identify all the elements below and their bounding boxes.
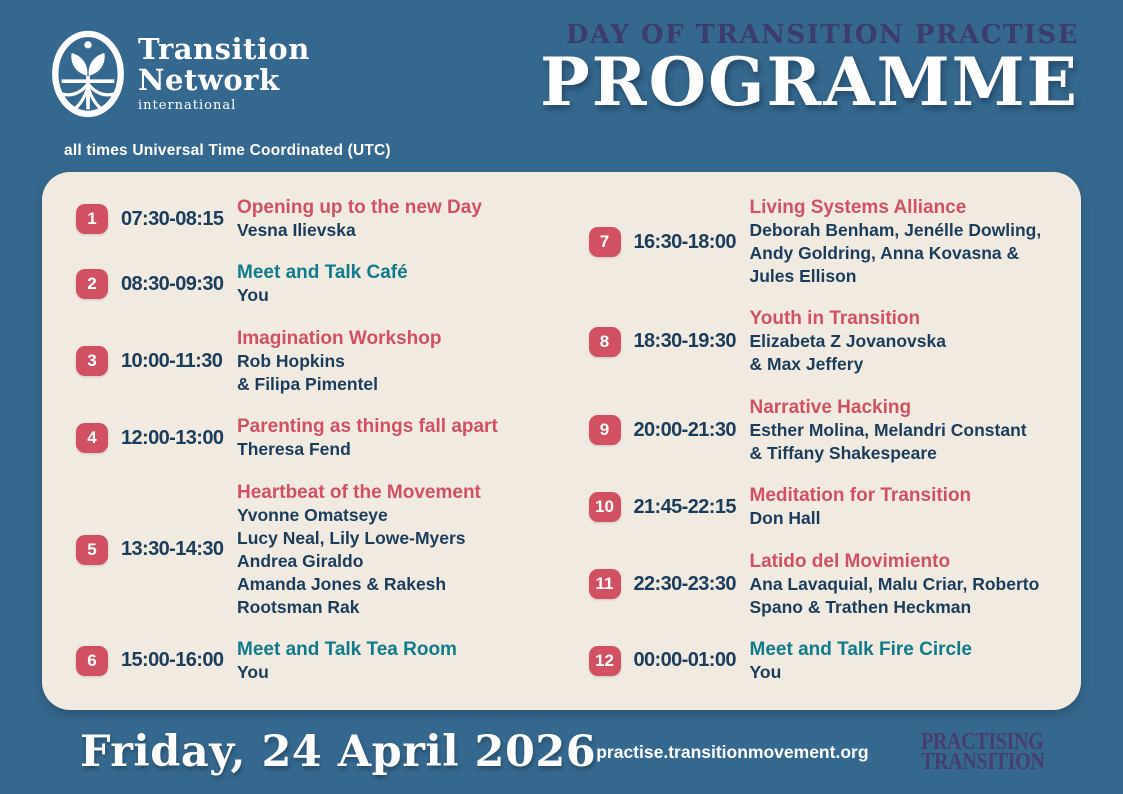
item-speaker-line: Spano & Trathen Heckman	[749, 596, 972, 617]
item-time: 18:30-19:30	[633, 330, 736, 353]
item-text-block	[744, 196, 1058, 288]
item-number-badge: 2	[76, 269, 108, 299]
item-speaker-line: Rootsman Rak	[237, 596, 360, 617]
item-time: 10:00-11:30	[121, 349, 223, 372]
logo-text-line3: international	[138, 98, 237, 113]
item-number-badge: 11	[589, 569, 621, 599]
item-speaker-line: Andrea Giraldo	[237, 550, 364, 571]
schedule-item	[589, 638, 1058, 684]
item-speaker-line: Ana Lavaquial, Malu Criar, Roberto	[749, 573, 1040, 594]
item-number-badge: 10	[589, 492, 621, 522]
header	[0, 0, 1123, 172]
item-speaker-line: & Max Jeffery	[749, 354, 864, 375]
wordmark-line2: TRANSITION	[920, 749, 1045, 775]
item-text-block	[231, 261, 545, 307]
item-speaker-line: You	[237, 661, 269, 682]
item-time: 07:30-08:15	[121, 207, 224, 230]
item-title: Opening up to the new Day	[237, 197, 482, 218]
item-title: Imagination Workshop	[237, 327, 442, 349]
item-time: 13:30-14:30	[121, 538, 224, 561]
item-time: 00:00-01:00	[633, 649, 736, 672]
schedule-item	[76, 327, 545, 396]
item-title: Meditation for Transition	[749, 485, 972, 507]
item-speaker-line: Esther Molina, Melandri Constant	[749, 419, 1027, 440]
item-text-block	[231, 327, 545, 396]
item-speaker-line: Vesna Ilievska	[237, 220, 356, 240]
transition-network-logo	[48, 26, 310, 120]
schedule-item	[76, 415, 545, 461]
item-title: Living Systems Alliance	[749, 197, 967, 218]
item-text-block	[744, 550, 1058, 619]
timezone-note: all times Universal Time Coordinated (UTC)	[64, 142, 391, 159]
item-title: Youth in Transition	[749, 308, 921, 330]
schedule-column-left	[76, 196, 545, 684]
item-text-block	[231, 638, 545, 684]
item-time: 20:00-21:30	[633, 418, 736, 441]
programme-panel	[42, 172, 1081, 710]
item-speaker-line: Amanda Jones & Rakesh	[237, 573, 447, 594]
item-title: Meet and Talk Café	[237, 262, 408, 284]
item-time: 08:30-09:30	[121, 272, 224, 295]
website-url[interactable]: practise.transitionmovement.org	[596, 741, 869, 762]
item-time: 21:45-22:15	[633, 495, 736, 518]
item-title: Latido del Movimiento	[749, 550, 951, 572]
item-text-block	[744, 484, 1058, 530]
item-speaker-line: You	[749, 661, 782, 682]
transition-network-plant-roots-icon	[48, 26, 128, 120]
item-speaker-line: Yvonne Omatseye	[237, 504, 388, 525]
item-number-badge: 5	[76, 535, 108, 565]
item-number-badge: 8	[589, 327, 621, 357]
footer	[0, 710, 1123, 794]
item-speaker-line: You	[237, 285, 269, 306]
schedule-item	[589, 196, 1058, 288]
wordmark-line1: PRACTISING	[920, 729, 1043, 755]
item-text-block	[744, 396, 1058, 465]
item-speaker-line: Andy Goldring, Anna Kovasna &	[749, 243, 1020, 263]
schedule-item	[589, 396, 1058, 465]
item-number-badge: 12	[589, 646, 621, 676]
item-time: 15:00-16:00	[121, 649, 224, 672]
item-speaker-line: Deborah Benham, Jenélle Dowling,	[749, 220, 1042, 240]
practising-transition-wordmark	[920, 729, 1045, 775]
event-kicker: DAY OF TRANSITION PRACTISE	[565, 20, 1079, 50]
item-speaker-line: Lucy Neal, Lily Lowe-Myers	[237, 527, 466, 548]
schedule-item	[589, 307, 1058, 376]
item-title: Meet and Talk Tea Room	[237, 638, 457, 660]
schedule-item	[589, 484, 1058, 530]
item-title: Narrative Hacking	[749, 396, 912, 418]
schedule-item	[76, 261, 545, 307]
logo-text-line2: Network	[138, 63, 280, 97]
item-title: Heartbeat of the Movement	[237, 481, 481, 503]
item-speaker-line: & Filipa Pimentel	[237, 373, 378, 394]
item-speaker-line: Rob Hopkins	[237, 350, 345, 371]
page-title: PROGRAMME	[540, 43, 1079, 121]
schedule-item	[76, 196, 545, 242]
item-speaker-line: & Tiffany Shakespeare	[749, 442, 937, 463]
item-speaker-line: Elizabeta Z Jovanovska	[749, 331, 946, 352]
item-number-badge: 3	[76, 346, 108, 376]
item-speaker-line: Don Hall	[749, 508, 821, 529]
item-number-badge: 9	[589, 415, 621, 445]
item-text-block	[744, 307, 1058, 376]
item-number-badge: 6	[76, 646, 108, 676]
item-speaker-line: Jules Ellison	[749, 266, 857, 286]
item-number-badge: 1	[76, 204, 108, 234]
item-text-block	[231, 196, 545, 242]
item-text-block	[744, 638, 1058, 684]
item-speaker-line: Theresa Fend	[237, 439, 351, 460]
schedule-item	[76, 481, 545, 619]
item-title: Parenting as things fall apart	[237, 416, 498, 438]
item-text-block	[231, 415, 545, 461]
logo-text-line1: Transition	[138, 32, 310, 66]
schedule-item	[76, 638, 545, 684]
schedule-item	[589, 550, 1058, 619]
item-time: 22:30-23:30	[633, 572, 736, 595]
item-time: 16:30-18:00	[633, 230, 736, 253]
item-number-badge: 7	[589, 227, 621, 257]
item-text-block	[231, 481, 545, 619]
event-date: Friday, 24 April 2026	[80, 727, 597, 777]
item-title: Meet and Talk Fire Circle	[749, 638, 972, 660]
item-number-badge: 4	[76, 423, 108, 453]
schedule-column-right	[589, 196, 1058, 684]
item-time: 12:00-13:00	[121, 426, 224, 449]
